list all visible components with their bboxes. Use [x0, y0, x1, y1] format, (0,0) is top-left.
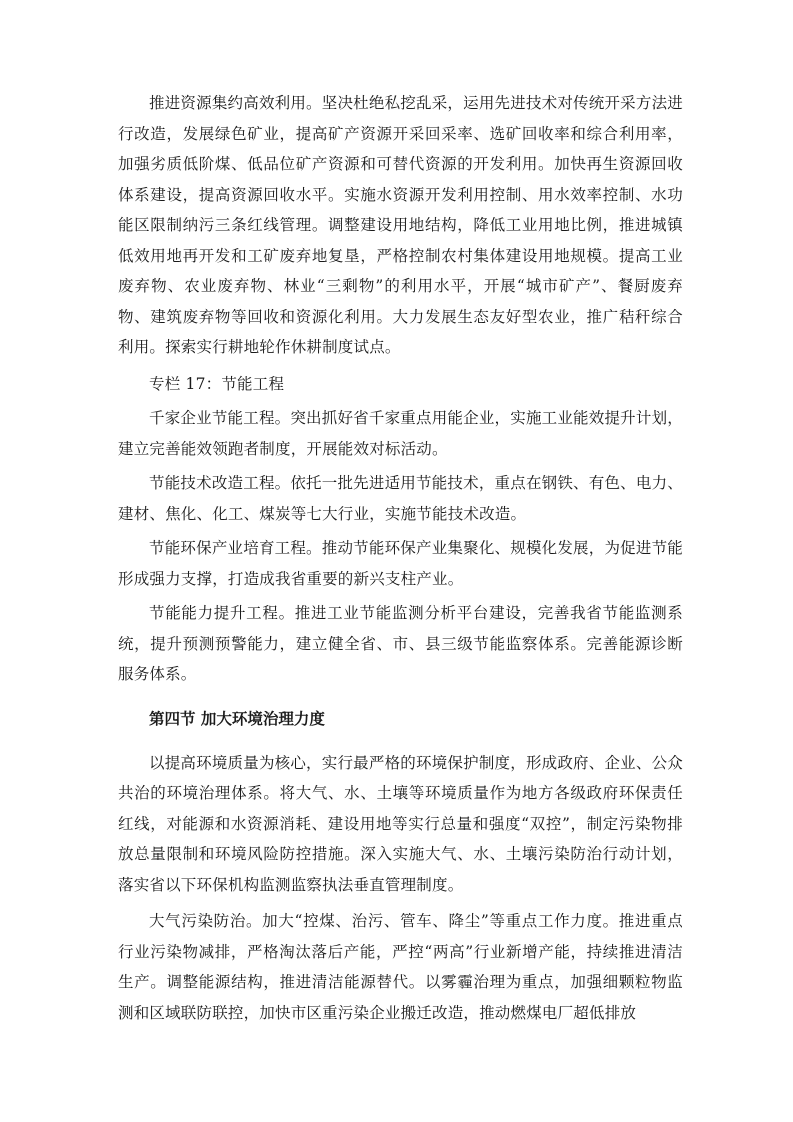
column-item: 节能技术改造工程。依托一批先进适用节能技术，重点在钢铁、有色、电力、建材、焦化、化工、煤炭等七大行业，实施节能技术改造。 — [118, 474, 683, 523]
section-heading: 第四节 加大环境治理力度 — [149, 709, 325, 728]
page-content — [118, 88, 683, 1034]
column-title: 专栏 17：节能工程 — [149, 374, 285, 393]
paragraph-air-pollution: 大气污染防治。加大“控煤、治污、管车、降尘”等重点工作力度。推进重点行业污染物减排，严格淘汰落后产能，严控“两高”行业新增产能，持续推进清洁生产。调整能源结构，推进清洁能源替代。以雾霾治理为重点，加强细颗粒物监测和区域联防联控，加快市区重污染企业搬迁改造，推动燃煤电厂超低排放 — [118, 912, 683, 1022]
paragraph-resource-efficiency: 推进资源集约高效利用。坚决杜绝私挖乱采，运用先进技术对传统开采方法进行改造，发展绿色矿业，提高矿产资源开采回采率、选矿回收率和综合利用率，加强劣质低阶煤、低品位矿产资源和可替代资源的开发利用。加快再生资源回收体系建设，提高资源回收水平。实施水资源开发利用控制、用水效率控制、水功能区限制纳污三条红线管理。调整建设用地结构，降低工业用地比例，推进城镇低效用地再开发和工矿废弃地复垦，严格控制农村集体建设用地规模。提高工业废弃物、农业废弃物、林业“三剩物”的利用水平，开展“城市矿产”、餐厨废弃物、建筑废弃物等回收和资源化利用。大力发展生态友好型农业，推广秸秆综合利用。探索实行耕地轮作休耕制度试点。 — [118, 94, 683, 356]
column-item: 节能能力提升工程。推进工业节能监测分析平台建设，完善我省节能监测系统，提升预测预警能力，建立健全省、市、县三级节能监察体系。完善能源诊断服务体系。 — [118, 604, 683, 683]
paragraph-environment-intro: 以提高环境质量为核心，实行最严格的环境保护制度，形成政府、企业、公众共治的环境治理体系。将大气、水、土壤等环境质量作为地方各级政府环保责任红线，对能源和水资源消耗、建设用地等实行总量和强度“双控”，制定污染物排放总量限制和环境风险防控措施。深入实施大气、水、土壤污染防治行动计划，落实省以下环保机构监测监察执法垂直管理制度。 — [118, 753, 683, 894]
column-item: 节能环保产业培育工程。推动节能环保产业集聚化、规模化发展，为促进节能形成强力支撑，打造成我省重要的新兴支柱产业。 — [118, 539, 683, 588]
column-item: 千家企业节能工程。突出抓好省千家重点用能企业，实施工业能效提升计划，建立完善能效领跑者制度，开展能效对标活动。 — [118, 409, 683, 458]
